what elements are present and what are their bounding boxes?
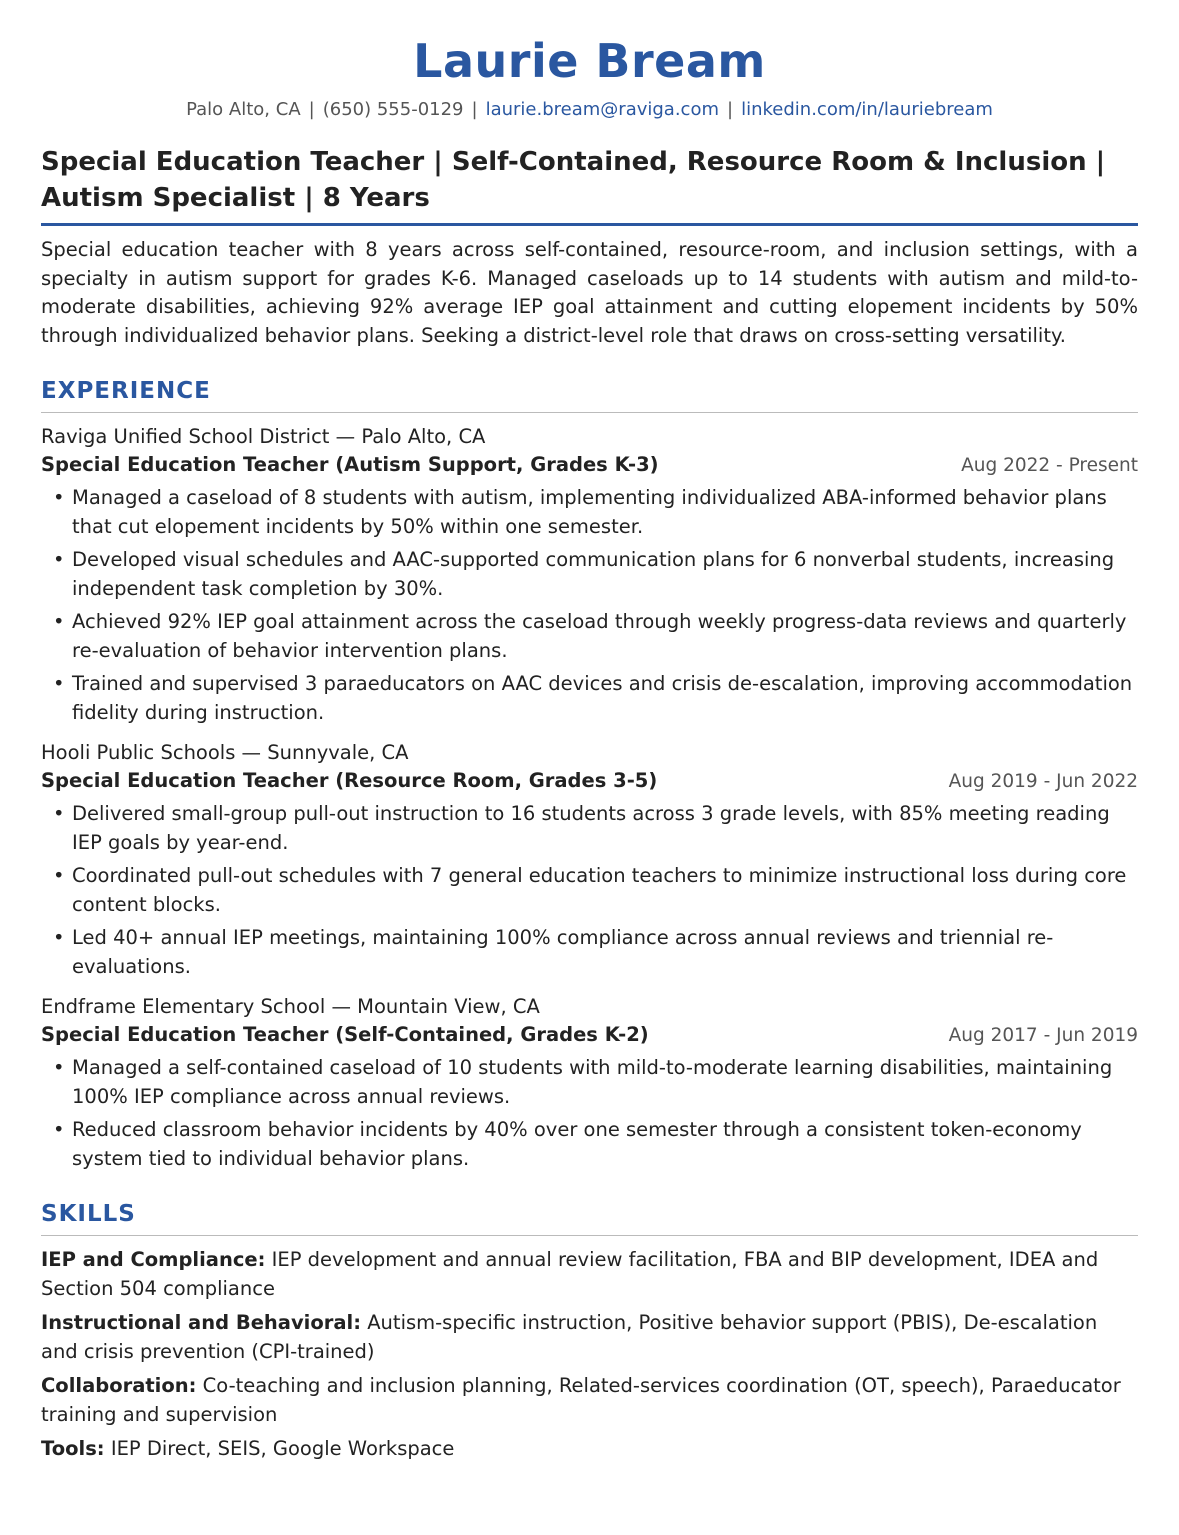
job-bullets [41,800,1138,981]
skill-entry [41,1372,1138,1429]
experience-section-title: EXPERIENCE [41,376,1138,413]
separator: | [471,99,478,120]
job-role-row [41,1021,1138,1050]
job-company: Endframe Elementary School — Mountain View, CA [41,995,540,1018]
separator: | [727,99,734,120]
skill-text: IEP development and annual review facilitation, FBA and BIP development, IDEA and Section 504 compliance [41,1248,1099,1300]
job-role: Special Education Teacher (Autism Support, Grades K-3) [41,453,659,476]
job-bullet: • Achieved 92% IEP goal attainment across the caseload through weekly progress-data reviews and quarterly re-evaluation of behavior intervention plans. [41,608,1138,665]
job-entry [41,739,1138,981]
skill-entry [41,1309,1138,1366]
job-role-row [41,767,1138,796]
job-entry [41,993,1138,1173]
job-bullet: • Delivered small-group pull-out instruction to 16 students across 3 grade levels, with 85% meeting reading IEP goals by year-end. [41,800,1138,857]
job-entry [41,423,1138,727]
experience-list [41,423,1138,1173]
headline: Special Education Teacher | Self-Contained, Resource Room & Inclusion | Autism Specialist | 8 Years [41,144,1138,226]
skills-list [41,1246,1138,1464]
contact-line [41,98,1138,122]
location-text: Palo Alto, CA [186,99,301,120]
skill-text: Co-teaching and inclusion planning, Related-services coordination (OT, speech), Paraeducator training and supervision [41,1374,1121,1426]
job-bullet: • Trained and supervised 3 paraeducators on AAC devices and crisis de-escalation, improving accommodation fidelity during instruction. [41,670,1138,727]
skill-text: IEP Direct, SEIS, Google Workspace [110,1437,455,1460]
separator: | [308,99,315,120]
skill-label: IEP and Compliance: [41,1248,266,1271]
job-role-row [41,451,1138,480]
linkedin-link[interactable]: linkedin.com/in/lauriebream [741,99,993,120]
job-dates: Aug 2022 - Present [961,455,1138,476]
job-bullet: • Managed a caseload of 8 students with autism, implementing individualized ABA-informed behavior plans that cut elopement incidents by 50% within one semester. [41,484,1138,541]
job-dates: Aug 2019 - Jun 2022 [948,771,1138,792]
skill-label: Collaboration: [41,1374,197,1397]
job-bullet: • Developed visual schedules and AAC-supported communication plans for 6 nonverbal students, increasing independent task completion by 30%. [41,546,1138,603]
job-role: Special Education Teacher (Self-Contained, Grades K-2) [41,1023,649,1046]
job-bullet: • Reduced classroom behavior incidents by 40% over one semester through a consistent token-economy system tied to individual behavior plans. [41,1116,1138,1173]
job-dates: Aug 2017 - Jun 2019 [948,1025,1138,1046]
job-company: Hooli Public Schools — Sunnyvale, CA [41,741,409,764]
candidate-name: Laurie Bream [413,34,766,88]
job-bullet: • Coordinated pull-out schedules with 7 general education teachers to minimize instructional loss during core content blocks. [41,862,1138,919]
skills-section-title: SKILLS [41,1199,1138,1236]
job-bullet: • Managed a self-contained caseload of 10 students with mild-to-moderate learning disabilities, maintaining 100% IEP compliance across annual reviews. [41,1054,1138,1111]
skill-label: Tools: [41,1437,105,1460]
skill-entry [41,1246,1138,1303]
summary-paragraph: Special education teacher with 8 years across self-contained, resource-room, and inclusion settings, with a specialty in autism support for grades K-6. Managed caseloads up to 14 students with autism and mild-to-moderate disabilities, achieving 92% average IEP goal attainment and cutting elopement incidents by 50% through individualized behavior plans. Seeking a district-level role that draws on cross-setting versatility. [41,238,1138,347]
skill-label: Instructional and Behavioral: [41,1311,362,1334]
email-link[interactable]: laurie.bream@raviga.com [485,99,720,120]
skill-text: Autism-specific instruction, Positive behavior support (PBIS), De-escalation and crisis prevention (CPI-trained) [41,1311,1098,1363]
job-role: Special Education Teacher (Resource Room, Grades 3-5) [41,769,658,792]
job-bullets [41,484,1138,727]
skill-entry [41,1435,1138,1464]
phone-text: (650) 555-0129 [322,99,464,120]
job-bullets [41,1054,1138,1173]
job-bullet: • Led 40+ annual IEP meetings, maintaining 100% compliance across annual reviews and triennial re-evaluations. [41,924,1138,981]
job-company: Raviga Unified School District — Palo Alto, CA [41,425,486,448]
